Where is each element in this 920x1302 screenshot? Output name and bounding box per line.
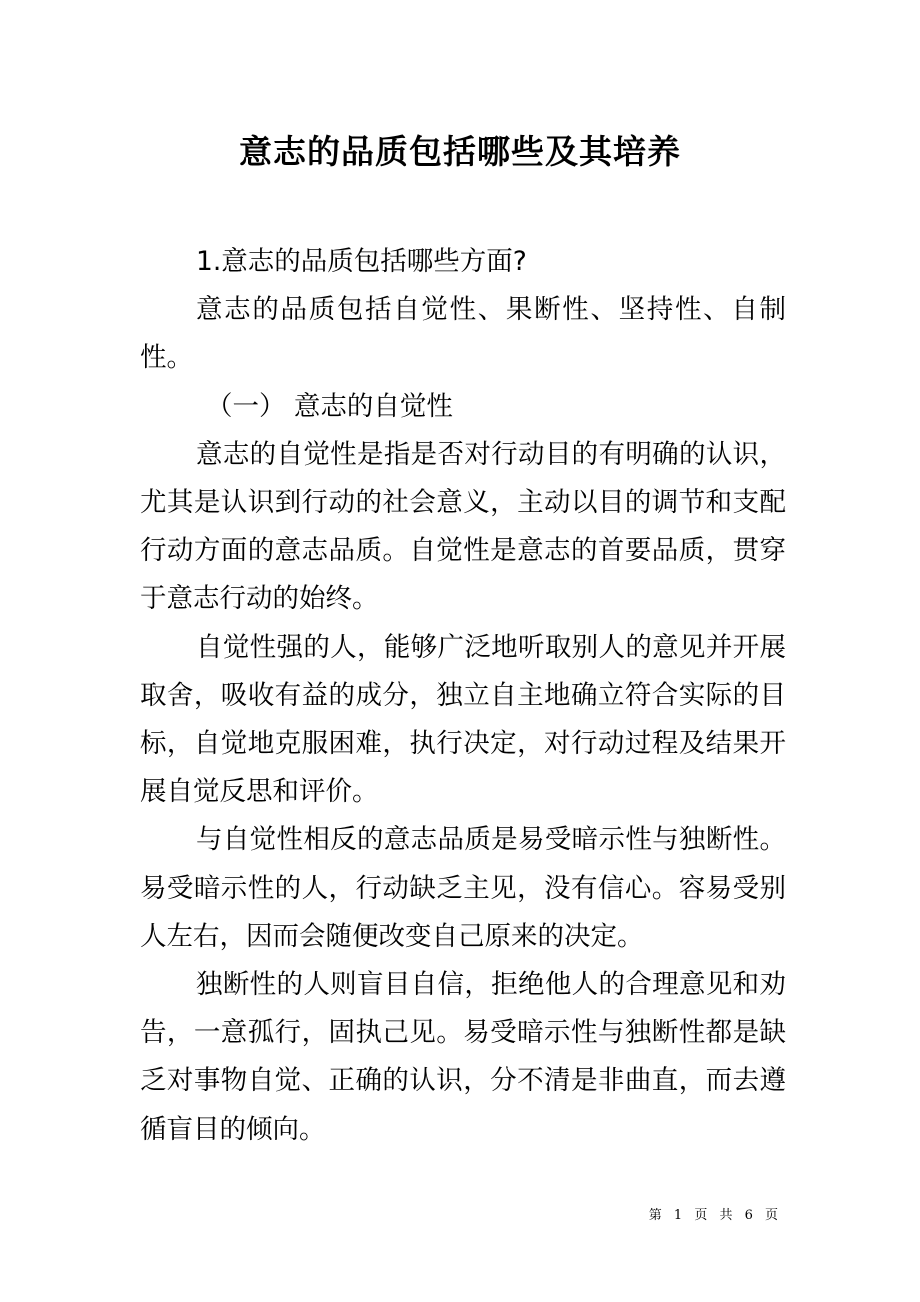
paragraph: 独断性的人则盲目自信，拒绝他人的合理意见和劝告，一意孤行，固执己见。易受暗示性与独断性都是缺乏对事物自觉、正确的认识，分不清是非曲直，而去遵循盲目的倾向。 <box>140 969 786 1145</box>
paragraph: 意志的品质包括自觉性、果断性、坚持性、自制性。 <box>140 294 786 374</box>
document-body <box>140 238 786 1154</box>
page-number-footer: 第 1 页 共 6 页 <box>648 1208 782 1223</box>
document-title: 意志的品质包括哪些及其培养 <box>239 132 681 171</box>
section-heading: 1.意志的品质包括哪些方面? <box>196 246 527 277</box>
paragraph: 意志的自觉性是指是否对行动目的有明确的认识，尤其是认识到行动的社会意义，主动以目的调节和支配行动方面的意志品质。自觉性是意志的首要品质，贯穿于意志行动的始终。 <box>140 438 786 615</box>
paragraph: 与自觉性相反的意志品质是易受暗示性与独断性。易受暗示性的人，行动缺乏主见，没有信心。容易受别人左右，因而会随便改变自己原来的决定。 <box>140 824 786 952</box>
subsection-heading: （一） 意志的自觉性 <box>206 390 453 422</box>
paragraph: 自觉性强的人，能够广泛地听取别人的意见并开展取舍，吸收有益的成分，独立自主地确立符合实际的目标，自觉地克服困难，执行决定，对行动过程及结果开展自觉反思和评价。 <box>140 631 786 808</box>
